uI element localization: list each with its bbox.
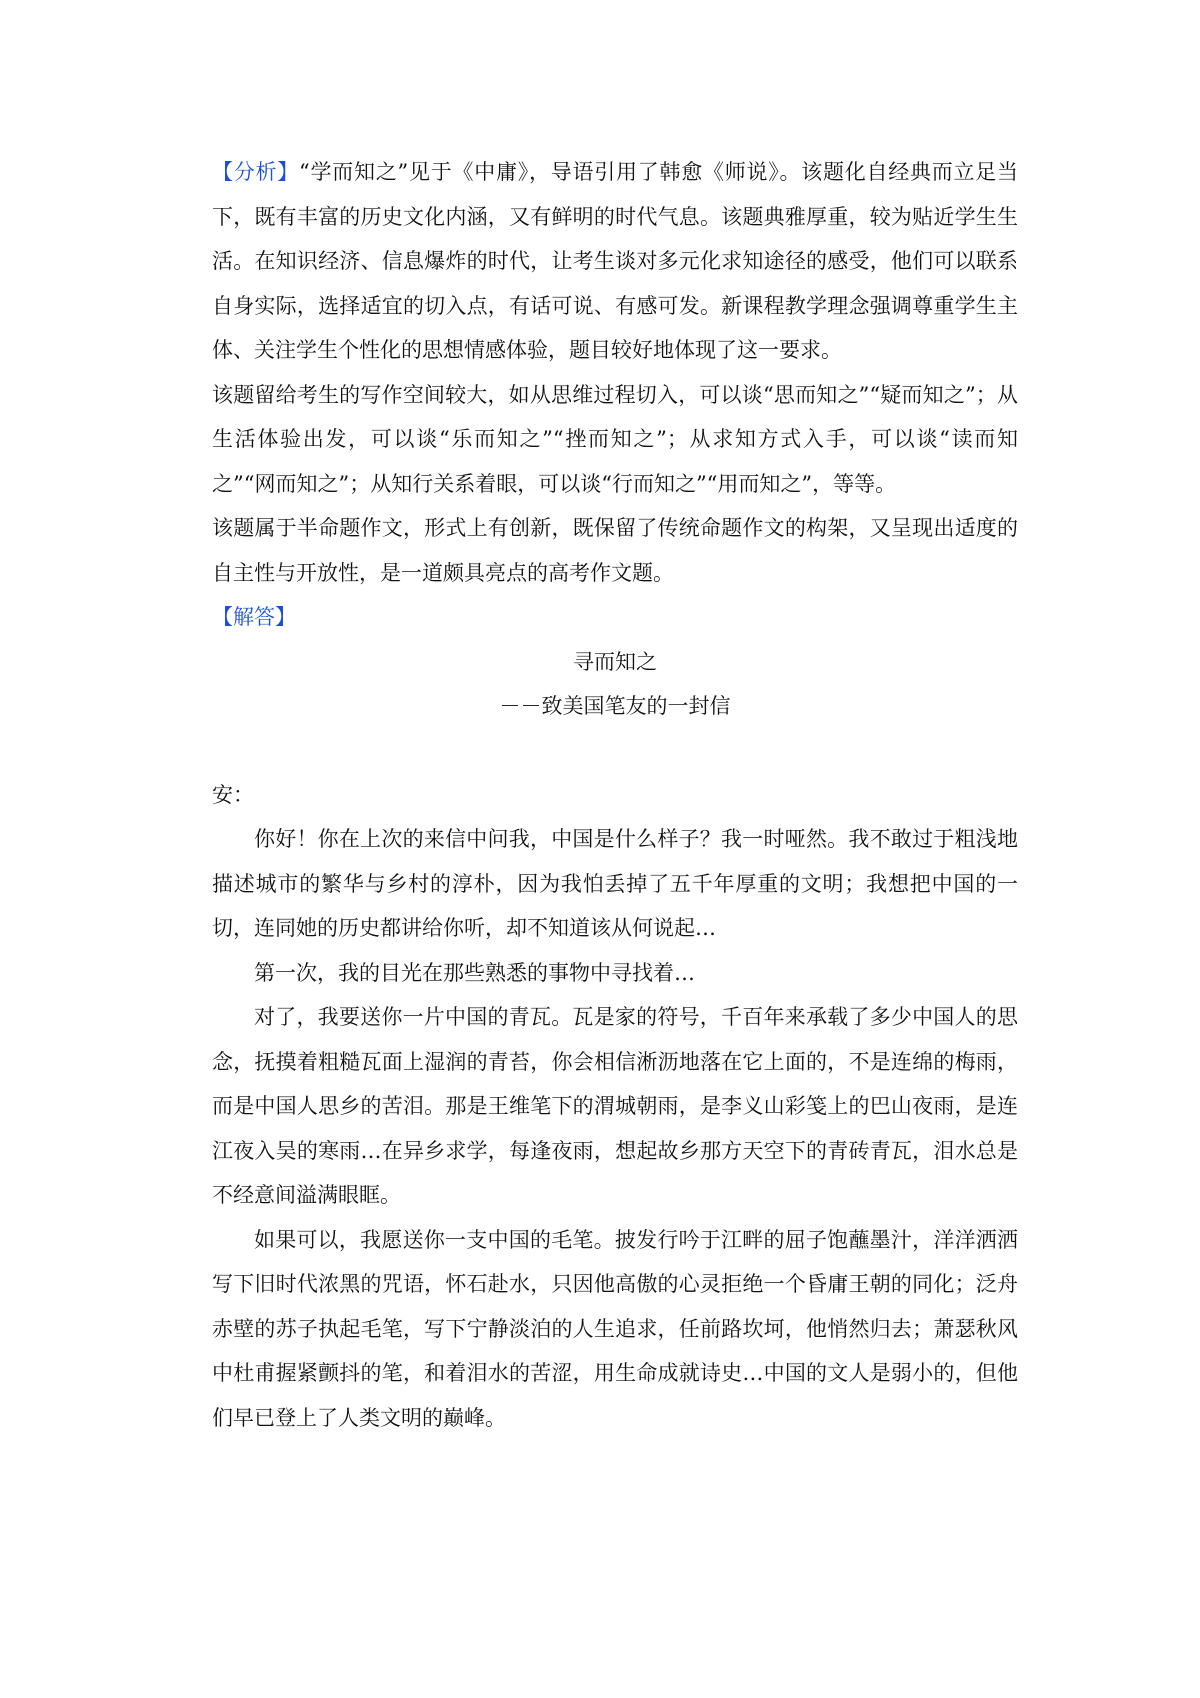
analysis-paragraph-3: 该题属于半命题作文，形式上有创新，既保留了传统命题作文的构架，又呈现出适度的自主性与开放性，是一道颇具亮点的高考作文题。 xyxy=(212,516,1018,585)
essay-paragraph: 对了，我要送你一片中国的青瓦。瓦是家的符号，千百年来承载了多少中国人的思念，抚摸着粗糙瓦面上湿润的青苔，你会相信淅沥地落在它上面的，不是连绵的梅雨，而是中国人思乡的苦泪。那是王维笔下的渭城朝雨，是李义山彩笺上的巴山夜雨，是连江夜入吴的寒雨…在异乡求学，每逢夜雨，想起故乡那方天空下的青砖青瓦，泪水总是不经意间溢满眼眶。 xyxy=(212,1005,1018,1207)
document-page xyxy=(212,150,1018,1440)
essay-paragraph: 你好！你在上次的来信中问我，中国是什么样子？我一时哑然。我不敢过于粗浅地描述城市的繁华与乡村的淳朴，因为我怕丢掉了五千年厚重的文明；我想把中国的一切，连同她的历史都讲给你听，却不知道该从何说起… xyxy=(212,827,1018,940)
essay-title: 寻而知之 xyxy=(573,649,657,674)
analysis-paragraph-1 xyxy=(212,150,1018,373)
analysis-text-1: “学而知之”见于《中庸》，导语引用了韩愈《师说》。该题化自经典而立足当下，既有丰富的历史文化内涵，又有鲜明的时代气息。该题典雅厚重，较为贴近学生生活。在知识经济、信息爆炸的时代，让考生谈对多元化求知途径的感受，他们可以联系自身实际，选择适宜的切入点，有话可说、有感可发。新课程教学理念强调尊重学生主体、关注学生个性化的思想情感体验，题目较好地体现了这一要求。 xyxy=(212,160,1019,362)
essay-subtitle: －－致美国笔友的一封信 xyxy=(499,694,731,718)
answer-tag: 【解答】 xyxy=(212,605,296,629)
analysis-tag: 【分析】 xyxy=(212,160,300,184)
essay-paragraph: 如果可以，我愿送你一支中国的毛笔。披发行吟于江畔的屈子饱蘸墨汁，洋洋洒洒写下旧时代浓黑的咒语，怀石赴水，只因他高傲的心灵拒绝一个昏庸王朝的同化；泛舟赤壁的苏子执起毛笔，写下宁静淡泊的人生追求，任前路坎坷，他悄然归去；萧瑟秋风中杜甫握紧颤抖的笔，和着泪水的苦涩，用生命成就诗史…中国的文人是弱小的，但他们早已登上了人类文明的巅峰。 xyxy=(212,1227,1018,1430)
essay-paragraph: 第一次，我的目光在那些熟悉的事物中寻找着… xyxy=(254,960,695,985)
analysis-paragraph-2: 该题留给考生的写作空间较大，如从思维过程切入，可以谈“思而知之”“疑而知之”；从生活体验出发，可以谈“乐而知之”“挫而知之”；从求知方式入手，可以谈“读而知之”“网而知之”；从知行关系着眼，可以谈“行而知之”“用而知之”，等等。 xyxy=(212,382,1018,496)
letter-salutation: 安： xyxy=(212,782,254,807)
